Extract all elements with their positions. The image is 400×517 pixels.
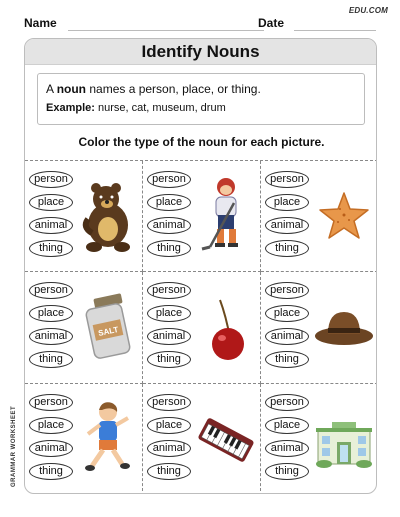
grid-cell <box>25 161 143 272</box>
option-animal[interactable]: animal <box>147 328 191 345</box>
running-boy-icon <box>77 390 139 486</box>
option-place[interactable]: place <box>147 305 191 322</box>
example-text: nurse, cat, museum, drum <box>94 102 226 114</box>
grid-cell <box>143 384 261 494</box>
example-line <box>46 98 364 118</box>
hockey-player-icon <box>195 167 257 263</box>
option-animal[interactable]: animal <box>265 217 309 234</box>
header-row <box>24 14 376 36</box>
date-label: Date <box>258 16 285 30</box>
option-thing[interactable]: thing <box>29 463 73 480</box>
option-place[interactable]: place <box>265 305 309 322</box>
option-place[interactable]: place <box>147 417 191 434</box>
grid-cell <box>25 384 143 494</box>
option-animal[interactable]: animal <box>147 440 191 457</box>
option-group <box>29 282 73 374</box>
option-person[interactable]: person <box>29 282 73 299</box>
worksheet <box>24 38 377 494</box>
option-thing[interactable]: thing <box>29 351 73 368</box>
grid-cell <box>143 272 261 384</box>
hat-icon <box>313 278 375 374</box>
definition-prefix: A <box>46 82 57 96</box>
option-group <box>29 394 73 486</box>
option-group <box>265 282 309 374</box>
option-place[interactable]: place <box>265 417 309 434</box>
definition-line <box>46 80 364 98</box>
definition-keyword: noun <box>56 82 87 96</box>
option-thing[interactable]: thing <box>147 463 191 480</box>
instruction: Color the type of the noun for each picture. <box>78 135 325 149</box>
title-bar <box>25 39 376 65</box>
side-label <box>6 405 18 490</box>
definition-suffix: names a person, place, or thing. <box>86 82 261 96</box>
option-thing[interactable]: thing <box>29 240 73 257</box>
option-thing[interactable]: thing <box>265 463 309 480</box>
grid-cell <box>261 272 377 384</box>
starfish-icon <box>313 167 375 263</box>
grid-cell <box>143 161 261 272</box>
option-place[interactable]: place <box>29 194 73 211</box>
option-thing[interactable]: thing <box>147 351 191 368</box>
option-group <box>147 394 191 486</box>
option-group <box>29 171 73 263</box>
option-person[interactable]: person <box>147 171 191 188</box>
option-group <box>265 394 309 486</box>
option-animal[interactable]: animal <box>265 328 309 345</box>
date-line[interactable] <box>294 30 376 31</box>
option-person[interactable]: person <box>147 282 191 299</box>
option-person[interactable]: person <box>29 171 73 188</box>
option-group <box>265 171 309 263</box>
option-place[interactable]: place <box>29 305 73 322</box>
cherry-icon <box>195 278 257 374</box>
example-label: Example: <box>46 102 95 114</box>
option-animal[interactable]: animal <box>29 440 73 457</box>
piano-keyboard-icon <box>195 390 257 486</box>
option-thing[interactable]: thing <box>147 240 191 257</box>
option-animal[interactable]: animal <box>29 328 73 345</box>
salt-label: SALT <box>97 324 120 338</box>
page-title: Identify Nouns <box>141 41 260 61</box>
option-animal[interactable]: animal <box>29 217 73 234</box>
option-person[interactable]: person <box>265 171 309 188</box>
name-line[interactable] <box>68 30 264 31</box>
name-label: Name <box>24 16 57 30</box>
grid-cell <box>261 384 377 494</box>
option-thing[interactable]: thing <box>265 351 309 368</box>
salt-jar-icon <box>77 278 139 374</box>
side-label-text: GRAMMAR WORKSHEET <box>11 405 17 487</box>
option-thing[interactable]: thing <box>265 240 309 257</box>
option-person[interactable]: person <box>29 394 73 411</box>
option-animal[interactable]: animal <box>265 440 309 457</box>
option-animal[interactable]: animal <box>147 217 191 234</box>
picture-grid <box>25 160 377 494</box>
grid-cell <box>261 161 377 272</box>
option-place[interactable]: place <box>147 194 191 211</box>
option-person[interactable]: person <box>265 394 309 411</box>
grid-cell <box>25 272 143 384</box>
option-group <box>147 171 191 263</box>
building-icon <box>313 390 375 486</box>
option-place[interactable]: place <box>29 417 73 434</box>
option-group <box>147 282 191 374</box>
brand-logo: EDU.COM <box>348 6 388 15</box>
option-place[interactable]: place <box>265 194 309 211</box>
bear-icon <box>77 167 139 263</box>
option-person[interactable]: person <box>265 282 309 299</box>
option-person[interactable]: person <box>147 394 191 411</box>
definition-box <box>37 73 365 125</box>
